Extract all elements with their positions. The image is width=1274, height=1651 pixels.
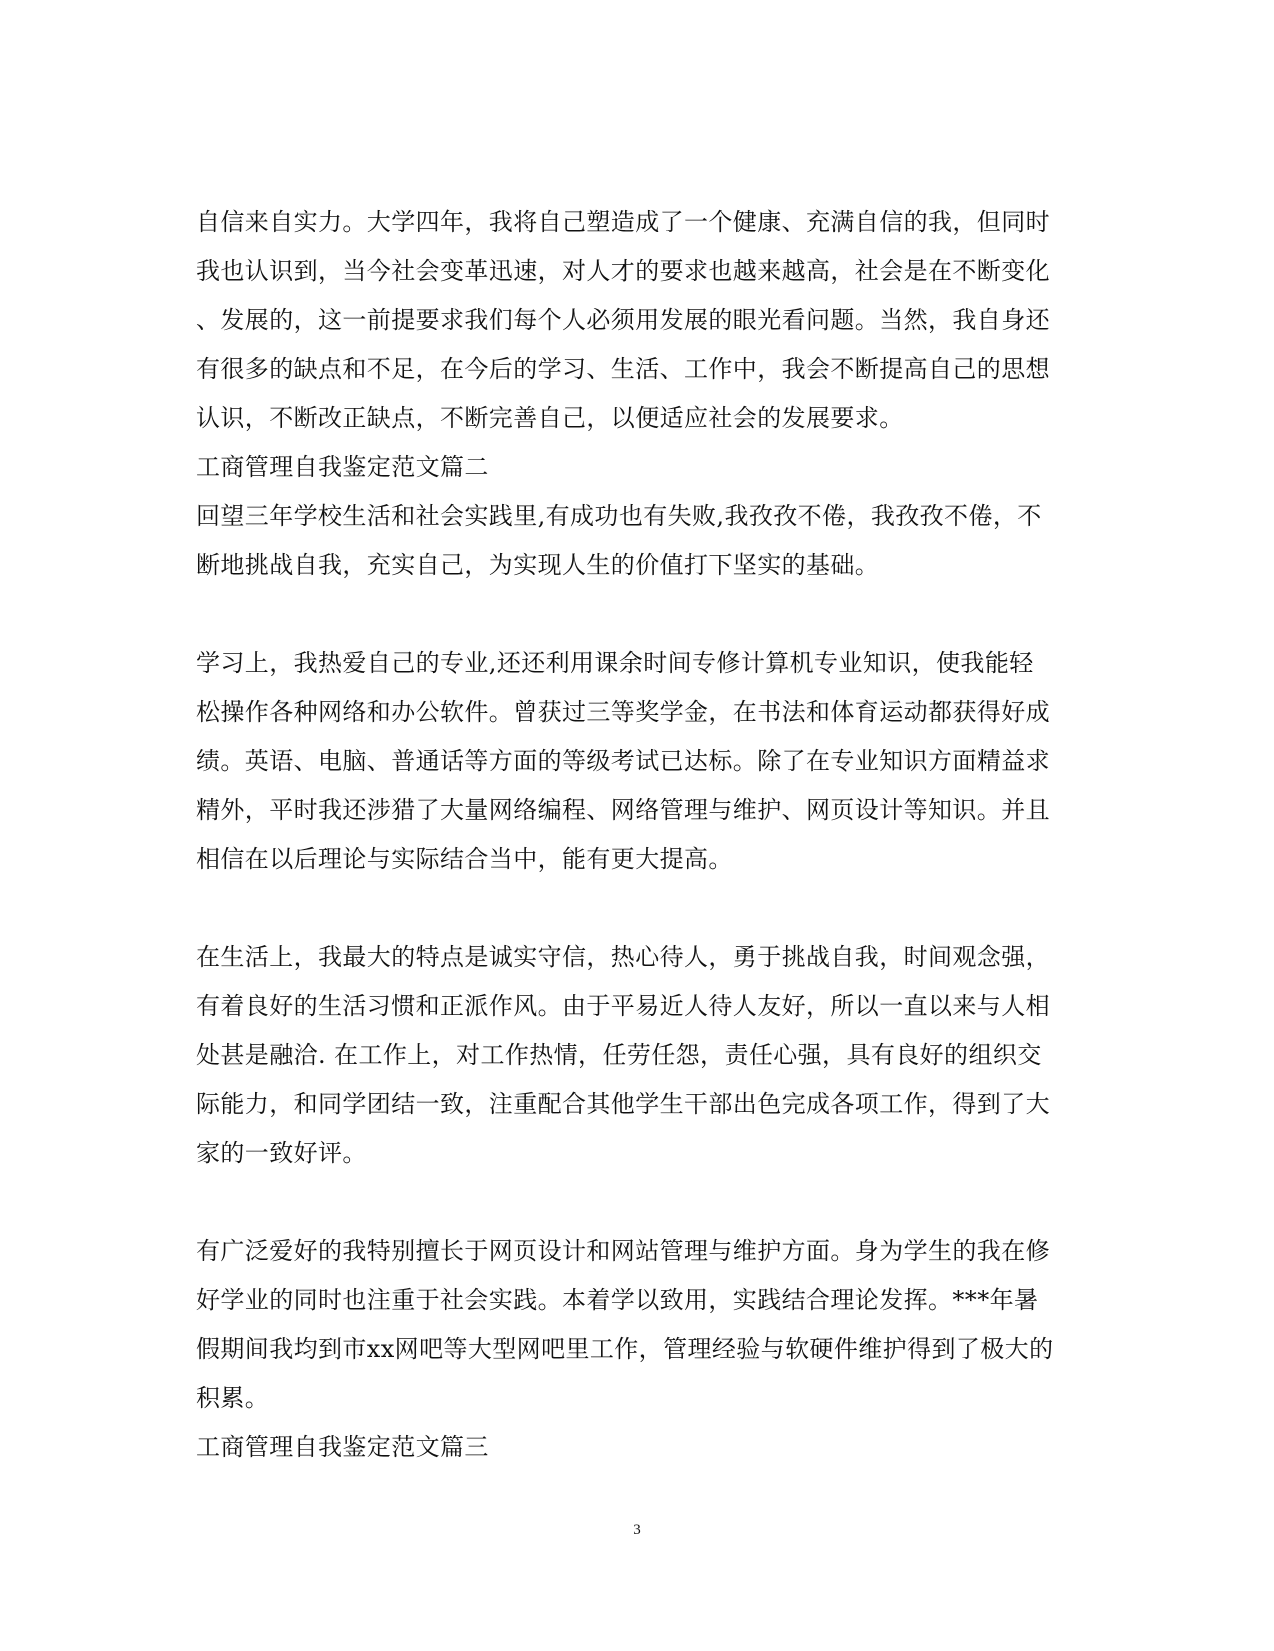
text-line: 断地挑战自我，充实自己，为实现人生的价值打下坚实的基础。 [196,551,880,579]
text-line: 际能力，和同学团结一致，注重配合其他学生干部出色完成各项工作，得到了大 [196,1090,1050,1118]
text-line: 学习上，我热爱自己的专业,还还利用课余时间专修计算机专业知识，使我能轻 [196,649,1034,677]
heading-line: 工商管理自我鉴定范文篇三 [196,1433,489,1461]
paragraph-review [196,492,1076,590]
text-line: 、发展的，这一前提要求我们每个人必须用发展的眼光看问题。当然，我自身还 [196,306,1050,334]
text-line: 回望三年学校生活和社会实践里,有成功也有失败,我孜孜不倦，我孜孜不倦，不 [196,502,1042,530]
paragraph-hobbies [196,1227,1076,1423]
text-line: 相信在以后理论与实际结合当中，能有更大提高。 [196,845,733,873]
text-line: 家的一致好评。 [196,1139,367,1167]
text-line: 积累。 [196,1384,270,1412]
text-line: 处甚是融洽. 在工作上，对工作热情，任劳任怨，责任心强，具有良好的组织交 [196,1041,1042,1069]
paragraph-gap [196,1178,1076,1227]
paragraph-study [196,639,1076,884]
section-heading-part-three [196,1423,1076,1472]
text-line: 假期间我均到市xx网吧等大型网吧里工作，管理经验与软硬件维护得到了极大的 [196,1335,1054,1363]
section-heading-part-two [196,443,1076,492]
text-line: 认识，不断改正缺点，不断完善自己，以便适应社会的发展要求。 [196,404,904,432]
text-line: 在生活上，我最大的特点是诚实守信，热心待人，勇于挑战自我，时间观念强， [196,943,1050,971]
text-line: 自信来自实力。大学四年，我将自己塑造成了一个健康、充满自信的我，但同时 [196,208,1050,236]
text-line: 有着良好的生活习惯和正派作风。由于平易近人待人友好，所以一直以来与人相 [196,992,1050,1020]
text-line: 我也认识到，当今社会变革迅速，对人才的要求也越来越高，社会是在不断变化 [196,257,1050,285]
paragraph-gap [196,590,1076,639]
heading-line: 工商管理自我鉴定范文篇二 [196,453,489,481]
document-body [196,198,1076,1472]
text-line: 有广泛爱好的我特别擅长于网页设计和网站管理与维护方面。身为学生的我在修 [196,1237,1050,1265]
page-number: 3 [633,1522,641,1538]
text-line: 有很多的缺点和不足，在今后的学习、生活、工作中，我会不断提高自己的思想 [196,355,1050,383]
paragraph-gap [196,884,1076,933]
paragraph-life [196,933,1076,1178]
paragraph-self-confidence [196,198,1076,443]
text-line: 精外，平时我还涉猎了大量网络编程、网络管理与维护、网页设计等知识。并且 [196,796,1050,824]
text-line: 松操作各种网络和办公软件。曾获过三等奖学金，在书法和体育运动都获得好成 [196,698,1050,726]
text-line: 好学业的同时也注重于社会实践。本着学以致用，实践结合理论发挥。***年暑 [196,1286,1039,1314]
text-line: 绩。英语、电脑、普通话等方面的等级考试已达标。除了在专业知识方面精益求 [196,747,1050,775]
